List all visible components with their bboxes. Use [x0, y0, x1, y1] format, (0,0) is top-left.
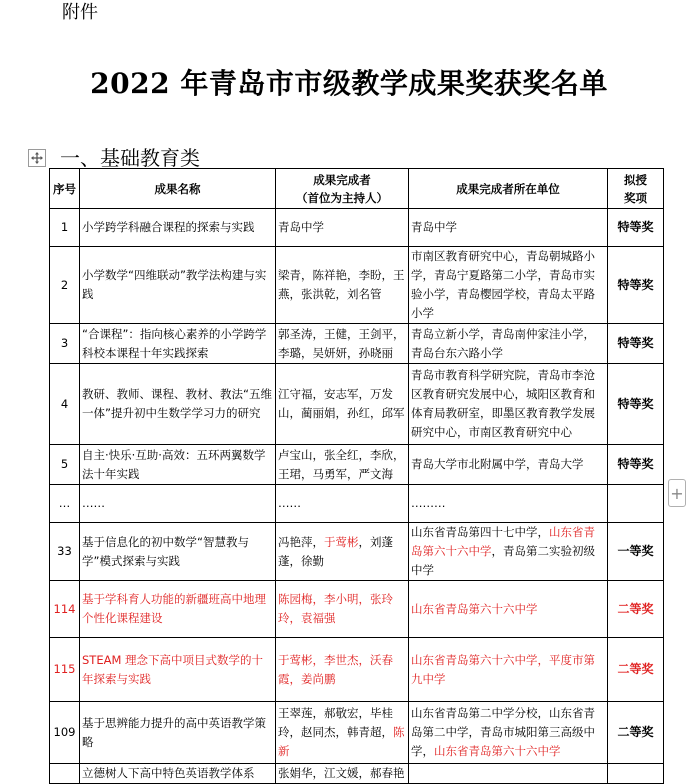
- cell-authors: 于莺彬，李世杰，沃春霞，姜尚鹏: [276, 638, 409, 702]
- cell-authors: 江守福，安志军，万发山，蔺丽娟，孙红，邱军: [276, 364, 409, 445]
- cell-no: 3: [50, 324, 80, 364]
- cell-unit: 青岛立新小学，青岛南仲家洼小学，青岛台东六路小学: [409, 324, 608, 364]
- table-row: [50, 445, 664, 485]
- award-table: [49, 168, 664, 784]
- cell-authors: 郭圣涛，王健，王剑平，李璐，吴妍妍，孙晓丽: [276, 324, 409, 364]
- cell-award: 特等奖: [608, 324, 664, 364]
- section-heading: 一、基础教育类: [60, 146, 200, 170]
- cell-name: ……: [80, 485, 276, 523]
- cell-unit: 青岛大学市北附属中学，青岛大学: [409, 445, 608, 485]
- attachment-label: 附件: [62, 2, 98, 23]
- cell-authors: 张娟华，江文媛，郝春艳: [276, 764, 409, 784]
- cell-unit: 山东省青岛第四十七中学，山东省青岛第六十六中学，青岛第二实验初级中学: [409, 523, 608, 581]
- cell-no: 5: [50, 445, 80, 485]
- cell-name: STEAM 理念下高中项目式数学的十年探索与实践: [80, 638, 276, 702]
- cell-award: [608, 485, 664, 523]
- cell-unit: [409, 764, 608, 784]
- table-row: [50, 247, 664, 324]
- cell-unit: 山东省青岛第六十六中学，平度市第九中学: [409, 638, 608, 702]
- cell-no: 1: [50, 209, 80, 247]
- header-award: 拟授 奖项: [608, 169, 664, 209]
- cell-award: 二等奖: [608, 702, 664, 764]
- table-row: [50, 209, 664, 247]
- cell-award: 二等奖: [608, 581, 664, 638]
- cell-no: 4: [50, 364, 80, 445]
- cell-name: 小学数学“四维联动”教学法构建与实践: [80, 247, 276, 324]
- cell-authors: 卢宝山，张全红，李欣，王珺，马勇军，严文海: [276, 445, 409, 485]
- header-authors: 成果完成者 （首位为主持人）: [276, 169, 409, 209]
- table-row: [50, 364, 664, 445]
- cell-name: 基于信息化的初中数学“智慧教与学”模式探索与实践: [80, 523, 276, 581]
- cell-no: [50, 764, 80, 784]
- cell-unit: 山东省青岛第二中学分校，山东省青岛第二中学，青岛市城阳第三高级中学，山东省青岛第六十六中学: [409, 702, 608, 764]
- header-no: 序号: [50, 169, 80, 209]
- cell-authors: 青岛中学: [276, 209, 409, 247]
- cell-award: 特等奖: [608, 445, 664, 485]
- cell-authors: 陈园梅，李小明，张玲玲，袁福强: [276, 581, 409, 638]
- cell-no: 115: [50, 638, 80, 702]
- cell-authors: 梁青，陈祥艳，李盼，王燕，张洪乾，刘名管: [276, 247, 409, 324]
- table-row-partial: [50, 764, 664, 784]
- cell-unit: 山东省青岛第六十六中学: [409, 581, 608, 638]
- cell-award: 特等奖: [608, 364, 664, 445]
- cell-unit: 市南区教育研究中心，青岛朝城路小学，青岛宁夏路第二小学，青岛市实验小学，青岛樱园学校，青岛太平路小学: [409, 247, 608, 324]
- cell-authors: 王翠莲，郝敬宏，毕桂玲，赵同杰，韩青超，陈新: [276, 702, 409, 764]
- cell-award: [608, 764, 664, 784]
- cell-unit: 青岛中学: [409, 209, 608, 247]
- table-row: [50, 702, 664, 764]
- add-column-button[interactable]: [668, 479, 686, 507]
- table-row: [50, 324, 664, 364]
- cell-no: 2: [50, 247, 80, 324]
- cell-no: 109: [50, 702, 80, 764]
- plus-icon: +: [670, 483, 684, 503]
- table-header-row: [50, 169, 664, 209]
- cell-name: 教研、教师、课程、教材、教法“五维一体”提升初中生数学学习力的研究: [80, 364, 276, 445]
- header-name: 成果名称: [80, 169, 276, 209]
- cell-award: 特等奖: [608, 209, 664, 247]
- cell-name: 自主·快乐·互助·高效：五环两翼数学法十年实践: [80, 445, 276, 485]
- cell-name: 立德树人下高中特色英语教学体系: [80, 764, 276, 784]
- table-row: [50, 638, 664, 702]
- table-row-ellipsis: [50, 485, 664, 523]
- cell-unit: ………: [409, 485, 608, 523]
- cell-award: 二等奖: [608, 638, 664, 702]
- header-unit: 成果完成者所在单位: [409, 169, 608, 209]
- cell-name: “合课程”：指向核心素养的小学跨学科校本课程十年实践探索: [80, 324, 276, 364]
- cell-award: 一等奖: [608, 523, 664, 581]
- cell-no: 114: [50, 581, 80, 638]
- document-title: 2022 年青岛市市级教学成果奖获奖名单: [90, 67, 608, 100]
- table-row: [50, 523, 664, 581]
- cell-no: 33: [50, 523, 80, 581]
- cell-unit: 青岛市教育科学研究院，青岛市李沧区教育研究发展中心，城阳区教育和体育局教研室，即墨区教育教学发展研究中心，市南区教育研究中心: [409, 364, 608, 445]
- cell-authors: ……: [276, 485, 409, 523]
- cell-no: …: [50, 485, 80, 523]
- cell-award: 特等奖: [608, 247, 664, 324]
- move-arrows-icon: [31, 152, 43, 164]
- cell-name: 基于思辨能力提升的高中英语教学策略: [80, 702, 276, 764]
- cell-authors: 冯艳萍，于莺彬，刘蓬蓬，徐勤: [276, 523, 409, 581]
- table-move-handle[interactable]: [28, 149, 46, 167]
- table-row: [50, 581, 664, 638]
- cell-name: 基于学科育人功能的新疆班高中地理个性化课程建设: [80, 581, 276, 638]
- cell-name: 小学跨学科融合课程的探索与实践: [80, 209, 276, 247]
